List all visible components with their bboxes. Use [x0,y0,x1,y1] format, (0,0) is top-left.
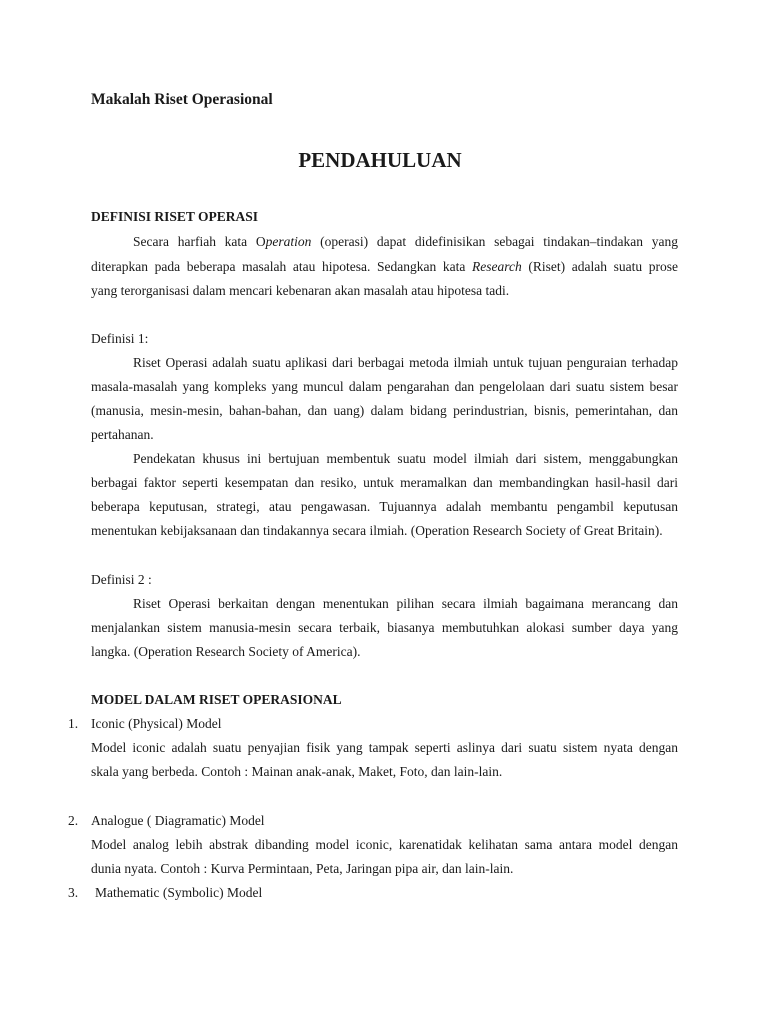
model-item-line: Model analog lebih abstrak dibanding model iconic, karenatidak kelihatan sama antara model dengan [91,837,678,852]
definisi-paragraph-line: yang terorganisasi dalam mencari kebenaran akan masalah atau hipotesa tadi. [91,283,510,298]
model-item-line: Model iconic adalah suatu penyajian fisik yang tampak seperti aslinya dari suatu sistem nyata dengan [91,740,678,755]
definisi-paragraph-line: Secara harfiah kata Operation (operasi) dapat didefinisikan sebagai tindakan–tindakan yang [133,234,678,249]
list-number: 2. [68,813,79,828]
section-heading: PENDAHULUAN [298,148,462,172]
definisi-paragraph-line: diterapkan pada beberapa masalah atau hipotesa. Sedangkan kata Research (Riset) adalah suatu prose [91,259,678,274]
definisi-2-label: Definisi 2 : [91,572,152,587]
document-title: Makalah Riset Operasional [91,91,273,108]
definisi-1-label: Definisi 1: [91,331,149,346]
model-item-title: Analogue ( Diagramatic) Model [91,813,265,828]
definisi-2-line: menjalankan sistem manusia-mesin secara terbaik, biasanya membutuhkan alokasi sumber daya yang [91,620,678,635]
model-item-line: skala yang berbeda. Contoh : Mainan anak-anak, Maket, Foto, dan lain-lain. [91,764,503,779]
definisi-1-line: Pendekatan khusus ini bertujuan membentuk suatu model ilmiah dari sistem, menggabungkan [133,451,678,466]
definisi-1-line: pertahanan. [91,427,154,442]
model-heading: MODEL DALAM RISET OPERASIONAL [91,692,342,707]
list-number: 3. [68,885,79,900]
definisi-1-line: beberapa keputusan, strategi, atau pengawasan. Tujuannya adalah membantu pengambil keputusan [91,499,678,514]
definisi-1-line: Riset Operasi adalah suatu aplikasi dari berbagai metoda ilmiah untuk tujuan penguraian terhadap [133,355,678,370]
model-item-line: dunia nyata. Contoh : Kurva Permintaan, Peta, Jaringan pipa air, dan lain-lain. [91,861,514,876]
definisi-1-line: berbagai faktor seperti kesempatan dan resiko, untuk meramalkan dan membandingkan hasil-hasil dari [91,475,678,490]
definisi-2-line: langka. (Operation Research Society of America). [91,644,361,659]
model-item-title: Iconic (Physical) Model [91,716,222,731]
definisi-heading: DEFINISI RISET OPERASI [91,209,259,224]
model-item-title: Mathematic (Symbolic) Model [95,885,263,900]
definisi-1-line: (manusia, mesin-mesin, bahan-bahan, dan uang) dalam bidang perindustrian, bisnis, pemerintahan, dan [91,403,678,418]
definisi-1-line: masala-masalah yang kompleks yang muncul dalam pengarahan dan pengelolaan dari suatu sistem besar [91,379,678,394]
definisi-2-line: Riset Operasi berkaitan dengan menentukan pilihan secara ilmiah bagaimana merancang dan [133,596,678,611]
list-number: 1. [68,716,79,731]
definisi-1-line: menentukan kebijaksanaan dan tindakannya secara ilmiah. (Operation Research Society of Great Britain). [91,523,663,538]
